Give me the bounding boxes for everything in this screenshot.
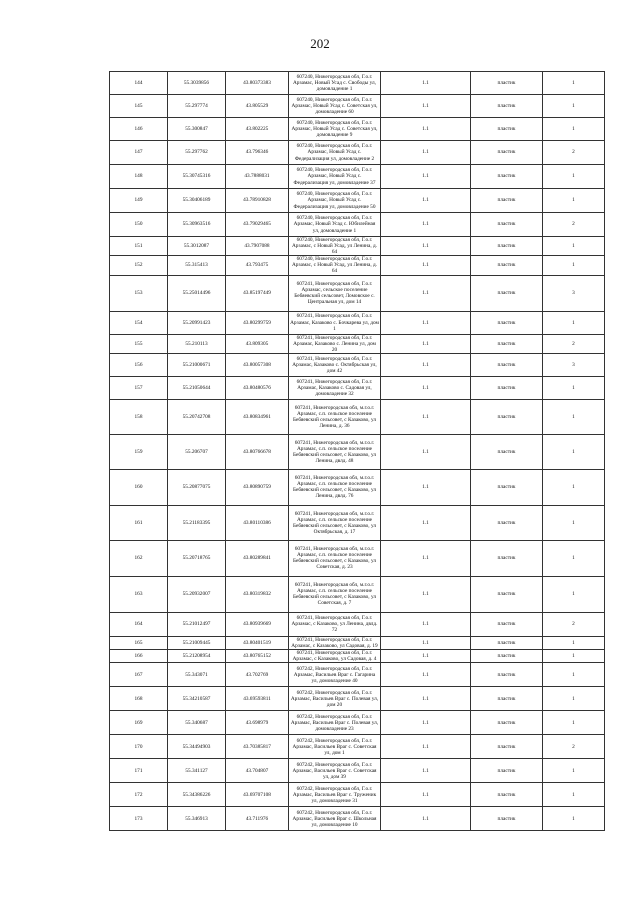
- table-row: [110, 141, 605, 165]
- longitude-cell: 43.80110386: [226, 505, 289, 540]
- address-cell: 607241, Нижегородская обл, м.г.о.г. Арзамас, с.п. сельское поселение Бебяевский сельсовет, с Казаково, ул Советская, д. 7: [289, 576, 381, 612]
- container-volume-cell: 1.1: [381, 735, 471, 759]
- longitude-cell: 43.78910828: [226, 189, 289, 213]
- material-cell: пластик: [471, 540, 543, 576]
- container-count-cell: 1: [543, 118, 605, 141]
- latitude-cell: 55.297774: [168, 95, 226, 118]
- latitude-cell: 55.21050644: [168, 376, 226, 399]
- container-count-cell: 2: [543, 735, 605, 759]
- latitude-cell: 55.21208954: [168, 650, 226, 663]
- row-number-cell: 151: [110, 237, 168, 256]
- container-count-cell: 1: [543, 469, 605, 505]
- address-cell: 607240, Нижегородская обл, Г.о.г. Арзамас, Новый Усад с. Федерализация ул, домовладение 50: [289, 189, 381, 213]
- container-volume-cell: 1.1: [381, 505, 471, 540]
- material-cell: пластик: [471, 165, 543, 189]
- material-cell: пластик: [471, 311, 543, 334]
- address-cell: 607241, Нижегородская обл, м.г.о.г. Арзамас, с.п. сельское поселение Бебяевский сельсовет, с Казаково, ул Советская, д. 23: [289, 540, 381, 576]
- table-row: [110, 165, 605, 189]
- row-number-cell: 164: [110, 612, 168, 636]
- latitude-cell: 55.3039856: [168, 72, 226, 95]
- row-number-cell: 165: [110, 636, 168, 649]
- longitude-cell: 43.80890759: [226, 469, 289, 505]
- container-volume-cell: 1.1: [381, 72, 471, 95]
- table-row: [110, 783, 605, 807]
- container-volume-cell: 1.1: [381, 165, 471, 189]
- longitude-cell: 43.80480576: [226, 376, 289, 399]
- container-count-cell: 1: [543, 783, 605, 807]
- address-cell: 607240, Нижегородская обл, Г.о.г. Арзамас, с Новый Усад, ул Ленина, д. 64: [289, 237, 381, 256]
- address-cell: 607240, Нижегородская обл, Г.о.г. Арзамас, Новый Усад с. Свободы ул, домовладение 1: [289, 72, 381, 95]
- longitude-cell: 43.702769: [226, 663, 289, 687]
- material-cell: пластик: [471, 334, 543, 353]
- latitude-cell: 55.20742708: [168, 399, 226, 434]
- address-cell: 607241, Нижегородская обл, м.г.о.г. Арзамас, с.п. сельское поселение Бебяевский сельсовет, с Казаково, ул Ленина, двлд. 48: [289, 434, 381, 469]
- longitude-cell: 43.80939669: [226, 612, 289, 636]
- table-row: [110, 687, 605, 711]
- row-number-cell: 156: [110, 353, 168, 376]
- container-volume-cell: 1.1: [381, 759, 471, 783]
- latitude-cell: 55.30745316: [168, 165, 226, 189]
- container-count-cell: 1: [543, 399, 605, 434]
- latitude-cell: 55.300847: [168, 118, 226, 141]
- container-count-cell: 1: [543, 311, 605, 334]
- row-number-cell: 154: [110, 311, 168, 334]
- longitude-cell: 43.69707108: [226, 783, 289, 807]
- material-cell: пластик: [471, 759, 543, 783]
- longitude-cell: 43.7888031: [226, 165, 289, 189]
- material-cell: пластик: [471, 237, 543, 256]
- table-row: [110, 311, 605, 334]
- container-count-cell: 1: [543, 650, 605, 663]
- longitude-cell: 43.85197449: [226, 275, 289, 311]
- latitude-cell: 55.25014496: [168, 275, 226, 311]
- longitude-cell: 43.809305: [226, 334, 289, 353]
- material-cell: пластик: [471, 807, 543, 831]
- container-volume-cell: 1.1: [381, 376, 471, 399]
- row-number-cell: 152: [110, 256, 168, 275]
- material-cell: пластик: [471, 576, 543, 612]
- longitude-cell: 43.704807: [226, 759, 289, 783]
- table-row: [110, 434, 605, 469]
- container-sites-table: [109, 71, 605, 831]
- container-volume-cell: 1.1: [381, 399, 471, 434]
- row-number-cell: 169: [110, 711, 168, 735]
- address-cell: 607241, Нижегородская обл, м.г.о.г. Арзамас, с.п. сельское поселение Бебяевский сельсовет, с Казаково, ул Октябрьская, д. 17: [289, 505, 381, 540]
- container-volume-cell: 1.1: [381, 650, 471, 663]
- table-row: [110, 118, 605, 141]
- row-number-cell: 147: [110, 141, 168, 165]
- latitude-cell: 55.21183395: [168, 505, 226, 540]
- material-cell: пластик: [471, 469, 543, 505]
- longitude-cell: 43.80319832: [226, 576, 289, 612]
- table-row: [110, 72, 605, 95]
- longitude-cell: 43.80401519: [226, 636, 289, 649]
- latitude-cell: 55.343071: [168, 663, 226, 687]
- latitude-cell: 55.297762: [168, 141, 226, 165]
- container-count-cell: 3: [543, 275, 605, 311]
- container-volume-cell: 1.1: [381, 576, 471, 612]
- container-volume-cell: 1.1: [381, 118, 471, 141]
- container-volume-cell: 1.1: [381, 334, 471, 353]
- container-count-cell: 1: [543, 636, 605, 649]
- container-volume-cell: 1.1: [381, 275, 471, 311]
- longitude-cell: 43.70385817: [226, 735, 289, 759]
- latitude-cell: 55.21000671: [168, 353, 226, 376]
- longitude-cell: 43.80299759: [226, 311, 289, 334]
- container-volume-cell: 1.1: [381, 95, 471, 118]
- container-volume-cell: 1.1: [381, 213, 471, 237]
- address-cell: 607240, Нижегородская обл, Г.о.г. Арзамас, Новый Усад с. Советская ул, домовладение 60: [289, 95, 381, 118]
- table-row: [110, 275, 605, 311]
- latitude-cell: 55.340687: [168, 711, 226, 735]
- longitude-cell: 43.805529: [226, 95, 289, 118]
- container-count-cell: 2: [543, 213, 605, 237]
- row-number-cell: 168: [110, 687, 168, 711]
- table-row: [110, 95, 605, 118]
- container-volume-cell: 1.1: [381, 311, 471, 334]
- latitude-cell: 55.206707: [168, 434, 226, 469]
- container-volume-cell: 1.1: [381, 353, 471, 376]
- address-cell: 607241, Нижегородская обл, Г.о.г. Арзамас, Казаково с. Бочкарева ул, дом 1: [289, 311, 381, 334]
- address-cell: 607241, Нижегородская обл, Г.о.г. Арзамас, сельское поселение Бебяевский сельсовет, Ломовское с. Центральная ул, дом 14: [289, 275, 381, 311]
- address-cell: 607240, Нижегородская обл, Г.о.г. Арзамас, с Новый Усад, ул Ленина, д. 64: [289, 256, 381, 275]
- row-number-cell: 145: [110, 95, 168, 118]
- table-row: [110, 650, 605, 663]
- latitude-cell: 55.346913: [168, 807, 226, 831]
- row-number-cell: 162: [110, 540, 168, 576]
- latitude-cell: 55.30963516: [168, 213, 226, 237]
- address-cell: 607240, Нижегородская обл, Г.о.г. Арзамас, Новый Усад с. Федерализация ул, домовладение 37: [289, 165, 381, 189]
- material-cell: пластик: [471, 376, 543, 399]
- material-cell: пластик: [471, 118, 543, 141]
- table-row: [110, 353, 605, 376]
- container-volume-cell: 1.1: [381, 237, 471, 256]
- container-count-cell: 2: [543, 141, 605, 165]
- container-count-cell: 1: [543, 72, 605, 95]
- row-number-cell: 166: [110, 650, 168, 663]
- material-cell: пластик: [471, 189, 543, 213]
- longitude-cell: 43.796346: [226, 141, 289, 165]
- table-row: [110, 505, 605, 540]
- container-volume-cell: 1.1: [381, 256, 471, 275]
- material-cell: пластик: [471, 72, 543, 95]
- container-count-cell: 1: [543, 189, 605, 213]
- material-cell: пластик: [471, 735, 543, 759]
- material-cell: пластик: [471, 95, 543, 118]
- row-number-cell: 158: [110, 399, 168, 434]
- row-number-cell: 157: [110, 376, 168, 399]
- container-volume-cell: 1.1: [381, 612, 471, 636]
- latitude-cell: 55.34210587: [168, 687, 226, 711]
- address-cell: 607242, Нижегородская обл, Г.о.г. Арзамас, Васильев Враг с. Школьная ул, домовладение 10: [289, 807, 381, 831]
- row-number-cell: 170: [110, 735, 168, 759]
- container-count-cell: 1: [543, 576, 605, 612]
- row-number-cell: 173: [110, 807, 168, 831]
- longitude-cell: 43.80765152: [226, 650, 289, 663]
- row-number-cell: 146: [110, 118, 168, 141]
- row-number-cell: 149: [110, 189, 168, 213]
- row-number-cell: 171: [110, 759, 168, 783]
- address-cell: 607241, Нижегородская обл, Г.о.г. Арзамас, с Казаково, ул Ленина, двлд. 72: [289, 612, 381, 636]
- table-row: [110, 376, 605, 399]
- longitude-cell: 43.711976: [226, 807, 289, 831]
- container-count-cell: 1: [543, 434, 605, 469]
- latitude-cell: 55.210113: [168, 334, 226, 353]
- material-cell: пластик: [471, 353, 543, 376]
- latitude-cell: 55.315413: [168, 256, 226, 275]
- latitude-cell: 55.34386226: [168, 783, 226, 807]
- table-row: [110, 735, 605, 759]
- container-volume-cell: 1.1: [381, 783, 471, 807]
- row-number-cell: 155: [110, 334, 168, 353]
- longitude-cell: 43.80289841: [226, 540, 289, 576]
- row-number-cell: 150: [110, 213, 168, 237]
- latitude-cell: 55.20932007: [168, 576, 226, 612]
- latitude-cell: 55.3012087: [168, 237, 226, 256]
- table-row: [110, 189, 605, 213]
- latitude-cell: 55.20877075: [168, 469, 226, 505]
- table-row: [110, 469, 605, 505]
- container-count-cell: 1: [543, 165, 605, 189]
- table-row: [110, 256, 605, 275]
- row-number-cell: 159: [110, 434, 168, 469]
- container-volume-cell: 1.1: [381, 540, 471, 576]
- container-volume-cell: 1.1: [381, 687, 471, 711]
- container-count-cell: 1: [543, 540, 605, 576]
- row-number-cell: 144: [110, 72, 168, 95]
- address-cell: 607241, Нижегородская обл, Г.о.г. Арзамас, Казаково с. Октябрьская ул, дом 42: [289, 353, 381, 376]
- material-cell: пластик: [471, 275, 543, 311]
- container-count-cell: 1: [543, 237, 605, 256]
- container-volume-cell: 1.1: [381, 434, 471, 469]
- longitude-cell: 43.80373383: [226, 72, 289, 95]
- container-volume-cell: 1.1: [381, 469, 471, 505]
- material-cell: пластик: [471, 687, 543, 711]
- latitude-cell: 55.341127: [168, 759, 226, 783]
- address-cell: 607240, Нижегородская обл, Г.о.г. Арзамас, Новый Усад с. Советская ул, домовладение 9: [289, 118, 381, 141]
- latitude-cell: 55.21009445: [168, 636, 226, 649]
- address-cell: 607242, Нижегородская обл, Г.о.г. Арзамас, Васильев Враг с. Полевая ул, домовладение 23: [289, 711, 381, 735]
- container-count-cell: 2: [543, 334, 605, 353]
- row-number-cell: 163: [110, 576, 168, 612]
- container-count-cell: 1: [543, 376, 605, 399]
- row-number-cell: 172: [110, 783, 168, 807]
- row-number-cell: 167: [110, 663, 168, 687]
- address-cell: 607241, Нижегородская обл, м.г.о.г. Арзамас, с.п. сельское поселение Бебяевский сельсовет, с Казаково, ул Ленина, д. 36: [289, 399, 381, 434]
- address-cell: 607240, Нижегородская обл, Г.о.г. Арзамас, Новый Усад с. Федерализация ул, домовладение 2: [289, 141, 381, 165]
- material-cell: пластик: [471, 256, 543, 275]
- table-row: [110, 759, 605, 783]
- material-cell: пластик: [471, 636, 543, 649]
- material-cell: пластик: [471, 213, 543, 237]
- container-volume-cell: 1.1: [381, 141, 471, 165]
- address-cell: 607241, Нижегородская обл, Г.о.г. Арзамас, с Казаково, ул Садовая, д. 19: [289, 636, 381, 649]
- material-cell: пластик: [471, 783, 543, 807]
- container-count-cell: 1: [543, 711, 605, 735]
- material-cell: пластик: [471, 612, 543, 636]
- container-volume-cell: 1.1: [381, 636, 471, 649]
- address-cell: 607242, Нижегородская обл, Г.о.г. Арзамас, Васильев Враг с. Советская ул, дом 39: [289, 759, 381, 783]
- row-number-cell: 160: [110, 469, 168, 505]
- material-cell: пластик: [471, 650, 543, 663]
- container-count-cell: 1: [543, 663, 605, 687]
- longitude-cell: 43.80766678: [226, 434, 289, 469]
- container-count-cell: 2: [543, 612, 605, 636]
- table-row: [110, 807, 605, 831]
- address-cell: 607242, Нижегородская обл, Г.о.г. Арзамас, Васильев Враг с. Гагарина ул, домовладение 40: [289, 663, 381, 687]
- material-cell: пластик: [471, 399, 543, 434]
- table-row: [110, 636, 605, 649]
- container-count-cell: 1: [543, 256, 605, 275]
- address-cell: 607242, Нижегородская обл, Г.о.г. Арзамас, Васильев Враг с. Труженик ул, домовладение 31: [289, 783, 381, 807]
- container-count-cell: 1: [543, 95, 605, 118]
- longitude-cell: 43.80057308: [226, 353, 289, 376]
- table-row: [110, 334, 605, 353]
- table-row: [110, 213, 605, 237]
- material-cell: пластик: [471, 141, 543, 165]
- table-body: [110, 72, 605, 831]
- table-row: [110, 711, 605, 735]
- latitude-cell: 55.30406189: [168, 189, 226, 213]
- longitude-cell: 43.79029465: [226, 213, 289, 237]
- latitude-cell: 55.21012497: [168, 612, 226, 636]
- table-row: [110, 399, 605, 434]
- address-cell: 607242, Нижегородская обл, Г.о.г. Арзамас, Васильев Враг с. Полевая ул, дом 20: [289, 687, 381, 711]
- container-count-cell: 3: [543, 353, 605, 376]
- longitude-cell: 43.793475: [226, 256, 289, 275]
- material-cell: пластик: [471, 434, 543, 469]
- address-cell: 607242, Нижегородская обл, Г.о.г. Арзамас, Васильев Враг с. Советская ул, дом 1: [289, 735, 381, 759]
- page-number: 202: [310, 36, 330, 51]
- container-volume-cell: 1.1: [381, 711, 471, 735]
- table-row: [110, 612, 605, 636]
- container-volume-cell: 1.1: [381, 807, 471, 831]
- table-row: [110, 540, 605, 576]
- table-row: [110, 237, 605, 256]
- material-cell: пластик: [471, 505, 543, 540]
- container-volume-cell: 1.1: [381, 663, 471, 687]
- address-cell: 607241, Нижегородская обл, Г.о.г. Арзамас, Казаково с. Садовая ул, домовладение 32: [289, 376, 381, 399]
- address-cell: 607241, Нижегородская обл, м.г.о.г. Арзамас, с.п. сельское поселение Бебяевский сельсовет, с Казаково, ул Ленина, двлд. 76: [289, 469, 381, 505]
- container-count-cell: 1: [543, 759, 605, 783]
- row-number-cell: 161: [110, 505, 168, 540]
- longitude-cell: 43.802225: [226, 118, 289, 141]
- material-cell: пластик: [471, 663, 543, 687]
- address-cell: 607241, Нижегородская обл, Г.о.г. Арзамас, Казаково с. Ленина ул, дом 20: [289, 334, 381, 353]
- row-number-cell: 148: [110, 165, 168, 189]
- container-volume-cell: 1.1: [381, 189, 471, 213]
- longitude-cell: 43.7907088: [226, 237, 289, 256]
- latitude-cell: 55.20991423: [168, 311, 226, 334]
- longitude-cell: 43.69593811: [226, 687, 289, 711]
- material-cell: пластик: [471, 711, 543, 735]
- longitude-cell: 43.80834961: [226, 399, 289, 434]
- table-row: [110, 663, 605, 687]
- container-count-cell: 1: [543, 505, 605, 540]
- longitude-cell: 43.698979: [226, 711, 289, 735]
- address-cell: 607240, Нижегородская обл, Г.о.г. Арзамас, Новый Усад с. Юбилейная ул, домовладение 1: [289, 213, 381, 237]
- address-cell: 607241, Нижегородская обл, Г.о.г. Арзамас, с Казаково, ул Садовая, д. 4: [289, 650, 381, 663]
- container-count-cell: 1: [543, 687, 605, 711]
- latitude-cell: 55.20718765: [168, 540, 226, 576]
- container-count-cell: 1: [543, 807, 605, 831]
- latitude-cell: 55.34494903: [168, 735, 226, 759]
- row-number-cell: 153: [110, 275, 168, 311]
- table-row: [110, 576, 605, 612]
